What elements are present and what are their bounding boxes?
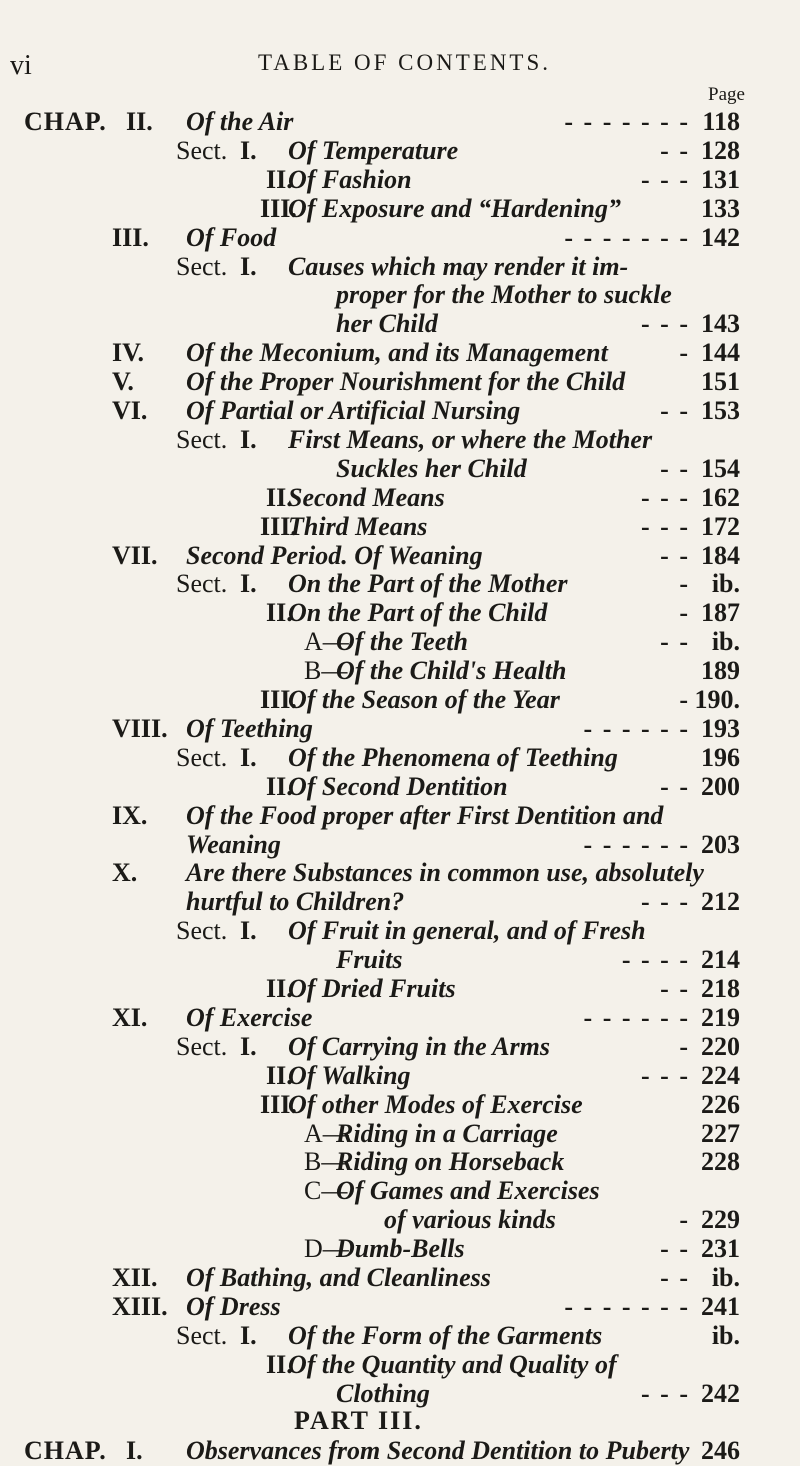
entry-title: her Child [336, 309, 438, 339]
entry-title: Of other Modes of Exercise [288, 1089, 583, 1119]
entry-title: Of the Meconium, and its Management [186, 338, 608, 368]
leader-dots: - - [660, 396, 690, 425]
page-ref: 153 [701, 396, 740, 425]
entry-title: Of Fashion [288, 164, 412, 194]
entry-number: I. [240, 1320, 257, 1350]
toc-entry [0, 568, 800, 599]
toc-entry [0, 424, 800, 455]
page-ref: 151 [701, 367, 740, 397]
entry-title: Third Means [288, 511, 428, 541]
toc-entry [0, 857, 800, 888]
entry-number: II. [266, 771, 293, 801]
entry-title: Of Partial or Artificial Nursing [186, 396, 521, 425]
section-label: Sect. [176, 569, 228, 599]
entry-title: Observances from Second Dentition to Puberty [186, 1436, 690, 1466]
entry-title: hurtful to Children? [186, 887, 405, 917]
section-label: Sect. [176, 916, 228, 946]
entry-number: XII. [112, 1263, 158, 1292]
entry-number: IV. [112, 338, 145, 368]
entry-number: II. [266, 1349, 293, 1379]
toc-entry [0, 366, 800, 397]
entry-number: I. [240, 135, 257, 165]
entry-number: I. [240, 1031, 257, 1061]
entry-title: Of Games and Exercises [336, 1176, 600, 1206]
toc-entry [0, 251, 800, 282]
entry-number: I. [240, 424, 257, 454]
leader-dots: - - [660, 540, 690, 570]
entry-title: Suckles her Child [336, 453, 527, 483]
entry-title: Of Dried Fruits [288, 974, 456, 1003]
subsection-letter: C— [304, 1176, 348, 1206]
entry-number: II. [266, 974, 293, 1003]
entry-title: Of the Proper Nourishment for the Child [186, 367, 626, 397]
leader-dots: - - [660, 135, 690, 165]
entry-title: Fruits [336, 945, 403, 975]
page-ref: 224 [701, 1060, 740, 1090]
page-ref: 144 [701, 338, 740, 368]
subsection-letter: A— [304, 1118, 349, 1148]
entry-title: Of the Air [186, 107, 294, 136]
toc-entry [0, 713, 800, 744]
page-ref: 189 [701, 656, 740, 686]
toc-entry [0, 886, 800, 917]
entry-title: Of the Teeth [336, 627, 468, 657]
leader-dots: - - - [641, 482, 690, 512]
entry-title: Of Carrying in the Arms [288, 1031, 550, 1061]
toc-entry [0, 1089, 800, 1120]
page-ref: 133 [701, 193, 740, 223]
toc-entry [0, 337, 800, 368]
entry-number: II. [266, 1060, 293, 1090]
subsection-letter: B— [304, 1147, 348, 1177]
toc-entry [0, 1405, 800, 1436]
leader-dots: - - - [641, 511, 690, 541]
entry-number: I. [240, 569, 257, 599]
entry-number: I. [126, 1436, 143, 1466]
toc-entry [0, 106, 800, 137]
subsection-letter: D— [304, 1234, 349, 1264]
entry-number: XIII. [112, 1291, 168, 1321]
entry-title: proper for the Mother to suckle [336, 280, 672, 310]
entry-number: II. [126, 107, 153, 136]
toc-entry [0, 395, 800, 426]
entry-title: Clothing [336, 1378, 430, 1408]
leader-dots: - [679, 1031, 690, 1061]
entry-number: VI. [112, 396, 148, 425]
toc-entry [0, 973, 800, 1004]
entry-number: II. [266, 598, 293, 628]
page-ref: 193 [701, 713, 740, 743]
entry-title: Of Temperature [288, 135, 459, 165]
page-ref: 154 [701, 453, 740, 483]
entry-number: III. [260, 1089, 297, 1119]
entry-title: Of the Form of the Garments [288, 1320, 603, 1350]
entry-title: Of the Phenomena of Teething [288, 742, 618, 772]
page-ref: 190. [694, 685, 740, 714]
page-ref: 226 [701, 1089, 740, 1119]
leader-dots: - - [660, 1263, 690, 1292]
toc-entry [0, 1060, 800, 1091]
toc-entry [0, 1118, 800, 1149]
entry-title: Of Fruit in general, and of Fresh [288, 916, 646, 946]
page-ref: 203 [701, 829, 740, 859]
page-ref: 228 [701, 1147, 740, 1177]
leader-dots: - - - - - - [583, 713, 690, 743]
entry-number: V. [112, 367, 134, 397]
page-ref: 184 [701, 540, 740, 570]
leader-dots: - [679, 569, 690, 599]
entry-number: I. [240, 251, 257, 281]
entry-title: Of Dress [186, 1291, 281, 1321]
entry-title: Riding in a Carriage [336, 1118, 558, 1148]
page-ref: 220 [701, 1031, 740, 1061]
page-ref: 231 [701, 1234, 740, 1264]
toc-entry [0, 1204, 800, 1235]
entry-title: Are there Substances in common use, absolutely [186, 858, 704, 888]
toc-entry [0, 1031, 800, 1062]
leader-dots: - - - - - - - [564, 222, 690, 252]
leader-dots: - - - [641, 1378, 690, 1408]
page-column-label: Page [708, 84, 745, 105]
leader-dots: - - [660, 1234, 690, 1264]
part-heading: PART III. [294, 1405, 423, 1435]
entry-number: I. [240, 742, 257, 772]
leader-dots: - [679, 1205, 690, 1235]
page-ref: 142 [701, 222, 740, 252]
section-label: Sect. [176, 742, 228, 772]
entry-title: Riding on Horseback [336, 1147, 565, 1177]
toc-entry [0, 1146, 800, 1177]
toc-entry [0, 222, 800, 253]
toc-entry [0, 771, 800, 802]
section-label: Sect. [176, 1320, 228, 1350]
toc-entry [0, 135, 800, 166]
toc-entry [0, 1320, 800, 1351]
page-ref: 187 [701, 598, 740, 628]
running-head: TABLE OF CONTENTS. [258, 50, 552, 75]
page-ref: 172 [701, 511, 740, 541]
toc-entry [0, 164, 800, 195]
toc-entry [0, 742, 800, 773]
chapter-label: CHAP. [24, 107, 107, 136]
leader-dots: - - - - - - [583, 829, 690, 859]
toc-entry [0, 1349, 800, 1380]
entry-title: Of Exercise [186, 1002, 313, 1032]
entry-title: First Means, or where the Mother [288, 424, 653, 454]
leader-dots: - - - [641, 1060, 690, 1090]
page-ref: 131 [701, 164, 740, 194]
page-ref: 212 [701, 887, 740, 917]
page-ref: 229 [701, 1205, 740, 1235]
section-label: Sect. [176, 135, 228, 165]
leader-dots: - [679, 598, 690, 628]
entry-number: I. [240, 916, 257, 946]
toc-entry [0, 308, 800, 339]
section-label: Sect. [176, 424, 228, 454]
entry-title: On the Part of the Mother [288, 569, 568, 599]
entry-title: Of Walking [288, 1060, 411, 1090]
toc-entry [0, 1002, 800, 1033]
page-ref: 162 [701, 482, 740, 512]
leader-dots: - [679, 338, 690, 368]
page-ref: ib. [711, 569, 740, 599]
page-ref: 242 [701, 1378, 740, 1408]
toc-entry [0, 1233, 800, 1264]
leader-dots: - - - [641, 309, 690, 339]
toc-entry [0, 279, 800, 310]
page-ref: ib. [711, 1263, 740, 1292]
toc-entry [0, 1262, 800, 1293]
entry-title: Of the Quantity and Quality of [288, 1349, 617, 1379]
subsection-letter: A— [304, 627, 349, 657]
entry-number: VIII. [112, 713, 168, 743]
page-ref: 246 [701, 1436, 740, 1466]
page-ref: 241 [701, 1291, 740, 1321]
section-label: Sect. [176, 1031, 228, 1061]
entry-title: of various kinds [384, 1205, 556, 1235]
subsection-letter: B— [304, 656, 348, 686]
page-ref: 143 [701, 309, 740, 339]
page-ref: ib. [711, 1320, 740, 1350]
entry-number: III. [112, 222, 149, 252]
entry-title: Weaning [186, 829, 281, 859]
entry-title: Of Exposure and “Hardening” [288, 193, 621, 223]
toc-entry [0, 944, 800, 975]
page-ref: ib. [711, 627, 740, 657]
toc-entry [0, 482, 800, 513]
leader-dots: - - [660, 771, 690, 801]
entry-title: Dumb-Bells [336, 1234, 465, 1264]
page-ref: 227 [701, 1118, 740, 1148]
entry-number: II. [266, 164, 293, 194]
toc-entry [0, 193, 800, 224]
toc-entry [0, 511, 800, 542]
leader-dots: - - - - - - - [564, 1291, 690, 1321]
page-ref: 196 [701, 742, 740, 772]
leader-dots: - - [660, 974, 690, 1003]
entry-title: Of the Food proper after First Dentition and [186, 800, 664, 830]
entry-title: On the Part of the Child [288, 598, 548, 628]
entry-title: Causes which may render it im- [288, 251, 629, 281]
entry-title: Of the Season of the Year [288, 685, 560, 714]
leader-dots: - - [660, 627, 690, 657]
section-label: Sect. [176, 251, 228, 281]
entry-number: IX. [112, 800, 148, 830]
toc-entry [0, 915, 800, 946]
toc-entry [0, 540, 800, 571]
leader-dots: - - - [641, 164, 690, 194]
entry-title: Of the Child's Health [336, 656, 567, 686]
toc-entry [0, 829, 800, 860]
entry-number: III. [260, 193, 297, 223]
chapter-label: CHAP. [24, 1436, 107, 1466]
entry-number: II. [266, 482, 293, 512]
leader-dots: - - - [641, 887, 690, 917]
toc-entry [0, 1175, 800, 1206]
toc-entry [0, 597, 800, 628]
toc-entry [0, 800, 800, 831]
entry-title: Second Means [288, 482, 445, 512]
entry-number: VII. [112, 540, 158, 570]
entry-number: XI. [112, 1002, 148, 1032]
toc-entry [0, 626, 800, 657]
entry-title: Of Food [186, 222, 277, 252]
page-ref: 128 [701, 135, 740, 165]
leader-dots: - - [660, 453, 690, 483]
toc-entry [0, 684, 800, 715]
toc-entry [0, 453, 800, 484]
entry-title: Second Period. Of Weaning [186, 540, 483, 570]
page-ref: 214 [701, 945, 740, 975]
page-ref: 118 [702, 107, 740, 136]
page-ref: 219 [701, 1002, 740, 1032]
leader-dots: - - - - - - [583, 1002, 690, 1032]
leader-dots: - - - - [621, 945, 690, 975]
entry-number: X. [112, 858, 138, 888]
entry-title: Of Second Dentition [288, 771, 508, 801]
entry-title: Of Teething [186, 713, 313, 743]
page-ref: 200 [701, 771, 740, 801]
leader-dots: - [679, 685, 690, 714]
entry-number: III. [260, 511, 297, 541]
toc-entry [0, 655, 800, 686]
leader-dots: - - - - - - - [564, 107, 690, 136]
toc-entry [0, 1435, 800, 1466]
page-number: vi [10, 50, 32, 81]
page-ref: 218 [701, 974, 740, 1003]
entry-number: III. [260, 685, 297, 714]
toc-entry [0, 1291, 800, 1322]
entry-title: Of Bathing, and Cleanliness [186, 1263, 491, 1292]
